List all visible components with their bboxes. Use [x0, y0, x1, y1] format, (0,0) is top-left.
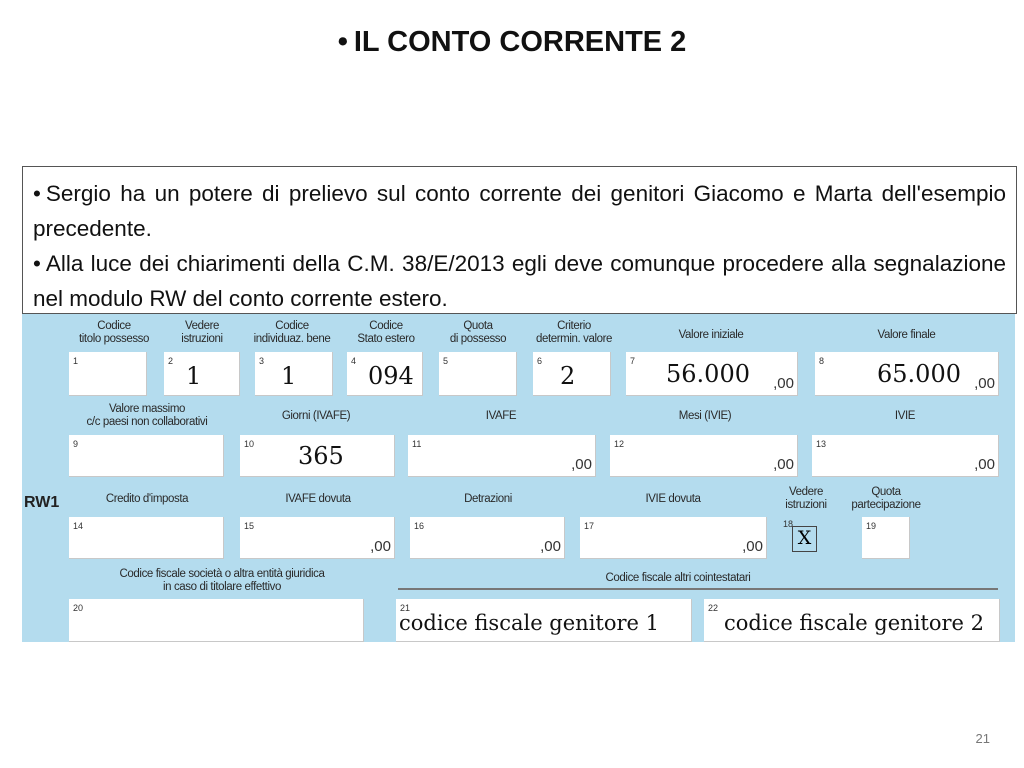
field-15-number: 15 — [244, 521, 255, 531]
field-22-value: codice fiscale genitore 2 — [724, 611, 985, 635]
label-quota-possesso: Quota di possesso — [449, 320, 507, 345]
field-8-number: 8 — [819, 356, 825, 366]
field-11-decimals: ,00 — [571, 456, 592, 473]
paragraph-2-text: Alla luce dei chiarimenti della C.M. 38/E/2013 egli deve comunque procedere alla segnalazione nel modulo RW del conto corrente estero. — [33, 251, 1006, 311]
cointestatari-rule — [398, 588, 998, 590]
explanation-textbox — [22, 166, 1017, 314]
row-label-rw1: RW1 — [24, 494, 60, 511]
title-text: IL CONTO CORRENTE 2 — [353, 26, 687, 58]
slide-title — [0, 26, 1024, 59]
field-4-value: 094 — [368, 362, 414, 390]
field-12[interactable] — [610, 435, 798, 477]
label-vedere-istruzioni: Vedere istruzioni — [181, 320, 223, 345]
label-ivafe: IVAFE — [485, 410, 517, 422]
field-6[interactable] — [533, 352, 611, 396]
field-19-number: 19 — [866, 521, 877, 531]
field-7-number: 7 — [630, 356, 636, 366]
field-3-value: 1 — [281, 362, 297, 390]
page-number: 21 — [975, 731, 990, 746]
field-7-decimals: ,00 — [773, 375, 794, 392]
label-valore-finale: Valore finale — [877, 329, 936, 341]
field-3[interactable] — [255, 352, 333, 396]
field-10-value: 365 — [298, 442, 344, 470]
field-7[interactable] — [626, 352, 798, 396]
field-14-number: 14 — [73, 521, 84, 531]
bullet-paragraph-1 — [33, 176, 1006, 246]
field-16-decimals: ,00 — [540, 538, 561, 555]
field-13[interactable] — [812, 435, 999, 477]
field-21[interactable] — [396, 599, 692, 642]
field-9-number: 9 — [73, 439, 79, 449]
label-codice-stato: Codice Stato estero — [357, 320, 415, 345]
field-4[interactable] — [347, 352, 423, 396]
field-2-value: 1 — [186, 362, 202, 390]
field-18-number: 18 — [783, 519, 794, 529]
field-20-number: 20 — [73, 603, 84, 613]
field-2[interactable] — [164, 352, 240, 396]
field-8-decimals: ,00 — [974, 375, 995, 392]
label-vedere-istruzioni-2: Vedere istruzioni — [785, 486, 827, 511]
bullet-paragraph-2 — [33, 246, 1006, 316]
field-15[interactable] — [240, 517, 395, 559]
field-22[interactable] — [704, 599, 1000, 642]
field-3-number: 3 — [259, 356, 265, 366]
rw-form — [22, 314, 1015, 642]
field-11[interactable] — [408, 435, 596, 477]
bullet-1: • — [33, 181, 41, 206]
field-6-number: 6 — [537, 356, 543, 366]
field-1-number: 1 — [73, 356, 79, 366]
title-bullet: • — [337, 26, 348, 58]
field-6-value: 2 — [560, 362, 576, 390]
field-11-number: 11 — [412, 439, 422, 449]
label-criterio: Criterio determin. valore — [535, 320, 613, 345]
label-mesi-ivie: Mesi (IVIE) — [678, 410, 732, 422]
field-22-number: 22 — [708, 603, 719, 613]
field-21-number: 21 — [400, 603, 411, 613]
label-codice-titolo: Codice titolo possesso — [78, 320, 150, 345]
label-ivafe-dovuta: IVAFE dovuta — [285, 493, 351, 505]
field-16-number: 16 — [414, 521, 425, 531]
label-codice-fiscale-societa: Codice fiscale società o altra entità giuridica in caso di titolare effettivo — [119, 568, 325, 593]
label-ivie-dovuta: IVIE dovuta — [645, 493, 701, 505]
label-ivie: IVIE — [894, 410, 916, 422]
field-5-number: 5 — [443, 356, 449, 366]
label-codice-fiscale-cointestatari: Codice fiscale altri cointestatari — [508, 572, 848, 585]
field-10[interactable] — [240, 435, 395, 477]
label-quota-partecipazione: Quota partecipazione — [851, 486, 921, 511]
label-giorni-ivafe: Giorni (IVAFE) — [281, 410, 351, 422]
field-17-decimals: ,00 — [742, 538, 763, 555]
field-12-decimals: ,00 — [773, 456, 794, 473]
field-12-number: 12 — [614, 439, 625, 449]
label-detrazioni: Detrazioni — [464, 493, 512, 505]
field-19[interactable] — [862, 517, 910, 559]
paragraph-1-text: Sergio ha un potere di prelievo sul conto corrente dei genitori Giacomo e Marta dell'esempio precedente. — [33, 181, 1006, 241]
field-2-number: 2 — [168, 356, 174, 366]
field-13-number: 13 — [816, 439, 827, 449]
field-16[interactable] — [410, 517, 565, 559]
field-14[interactable] — [69, 517, 224, 559]
bullet-2: • — [33, 251, 41, 276]
field-10-number: 10 — [244, 439, 255, 449]
field-5[interactable] — [439, 352, 517, 396]
field-8-value: 65.000 — [877, 360, 961, 388]
field-7-value: 56.000 — [666, 360, 750, 388]
label-codice-individuaz: Codice individuaz. bene — [253, 320, 331, 345]
field-18-checkmark[interactable]: X — [792, 526, 817, 552]
field-21-value: codice fiscale genitore 1 — [399, 611, 660, 635]
label-credito-imposta: Credito d'imposta — [105, 493, 189, 505]
field-20[interactable] — [69, 599, 364, 642]
field-17[interactable] — [580, 517, 767, 559]
field-1[interactable] — [69, 352, 147, 396]
field-8[interactable] — [815, 352, 999, 396]
field-15-decimals: ,00 — [370, 538, 391, 555]
field-17-number: 17 — [584, 521, 595, 531]
label-valore-massimo: Valore massimo c/c paesi non collaborativi — [86, 403, 208, 428]
field-4-number: 4 — [351, 356, 357, 366]
field-13-decimals: ,00 — [974, 456, 995, 473]
field-9[interactable] — [69, 435, 224, 477]
label-valore-iniziale: Valore iniziale — [678, 329, 744, 341]
